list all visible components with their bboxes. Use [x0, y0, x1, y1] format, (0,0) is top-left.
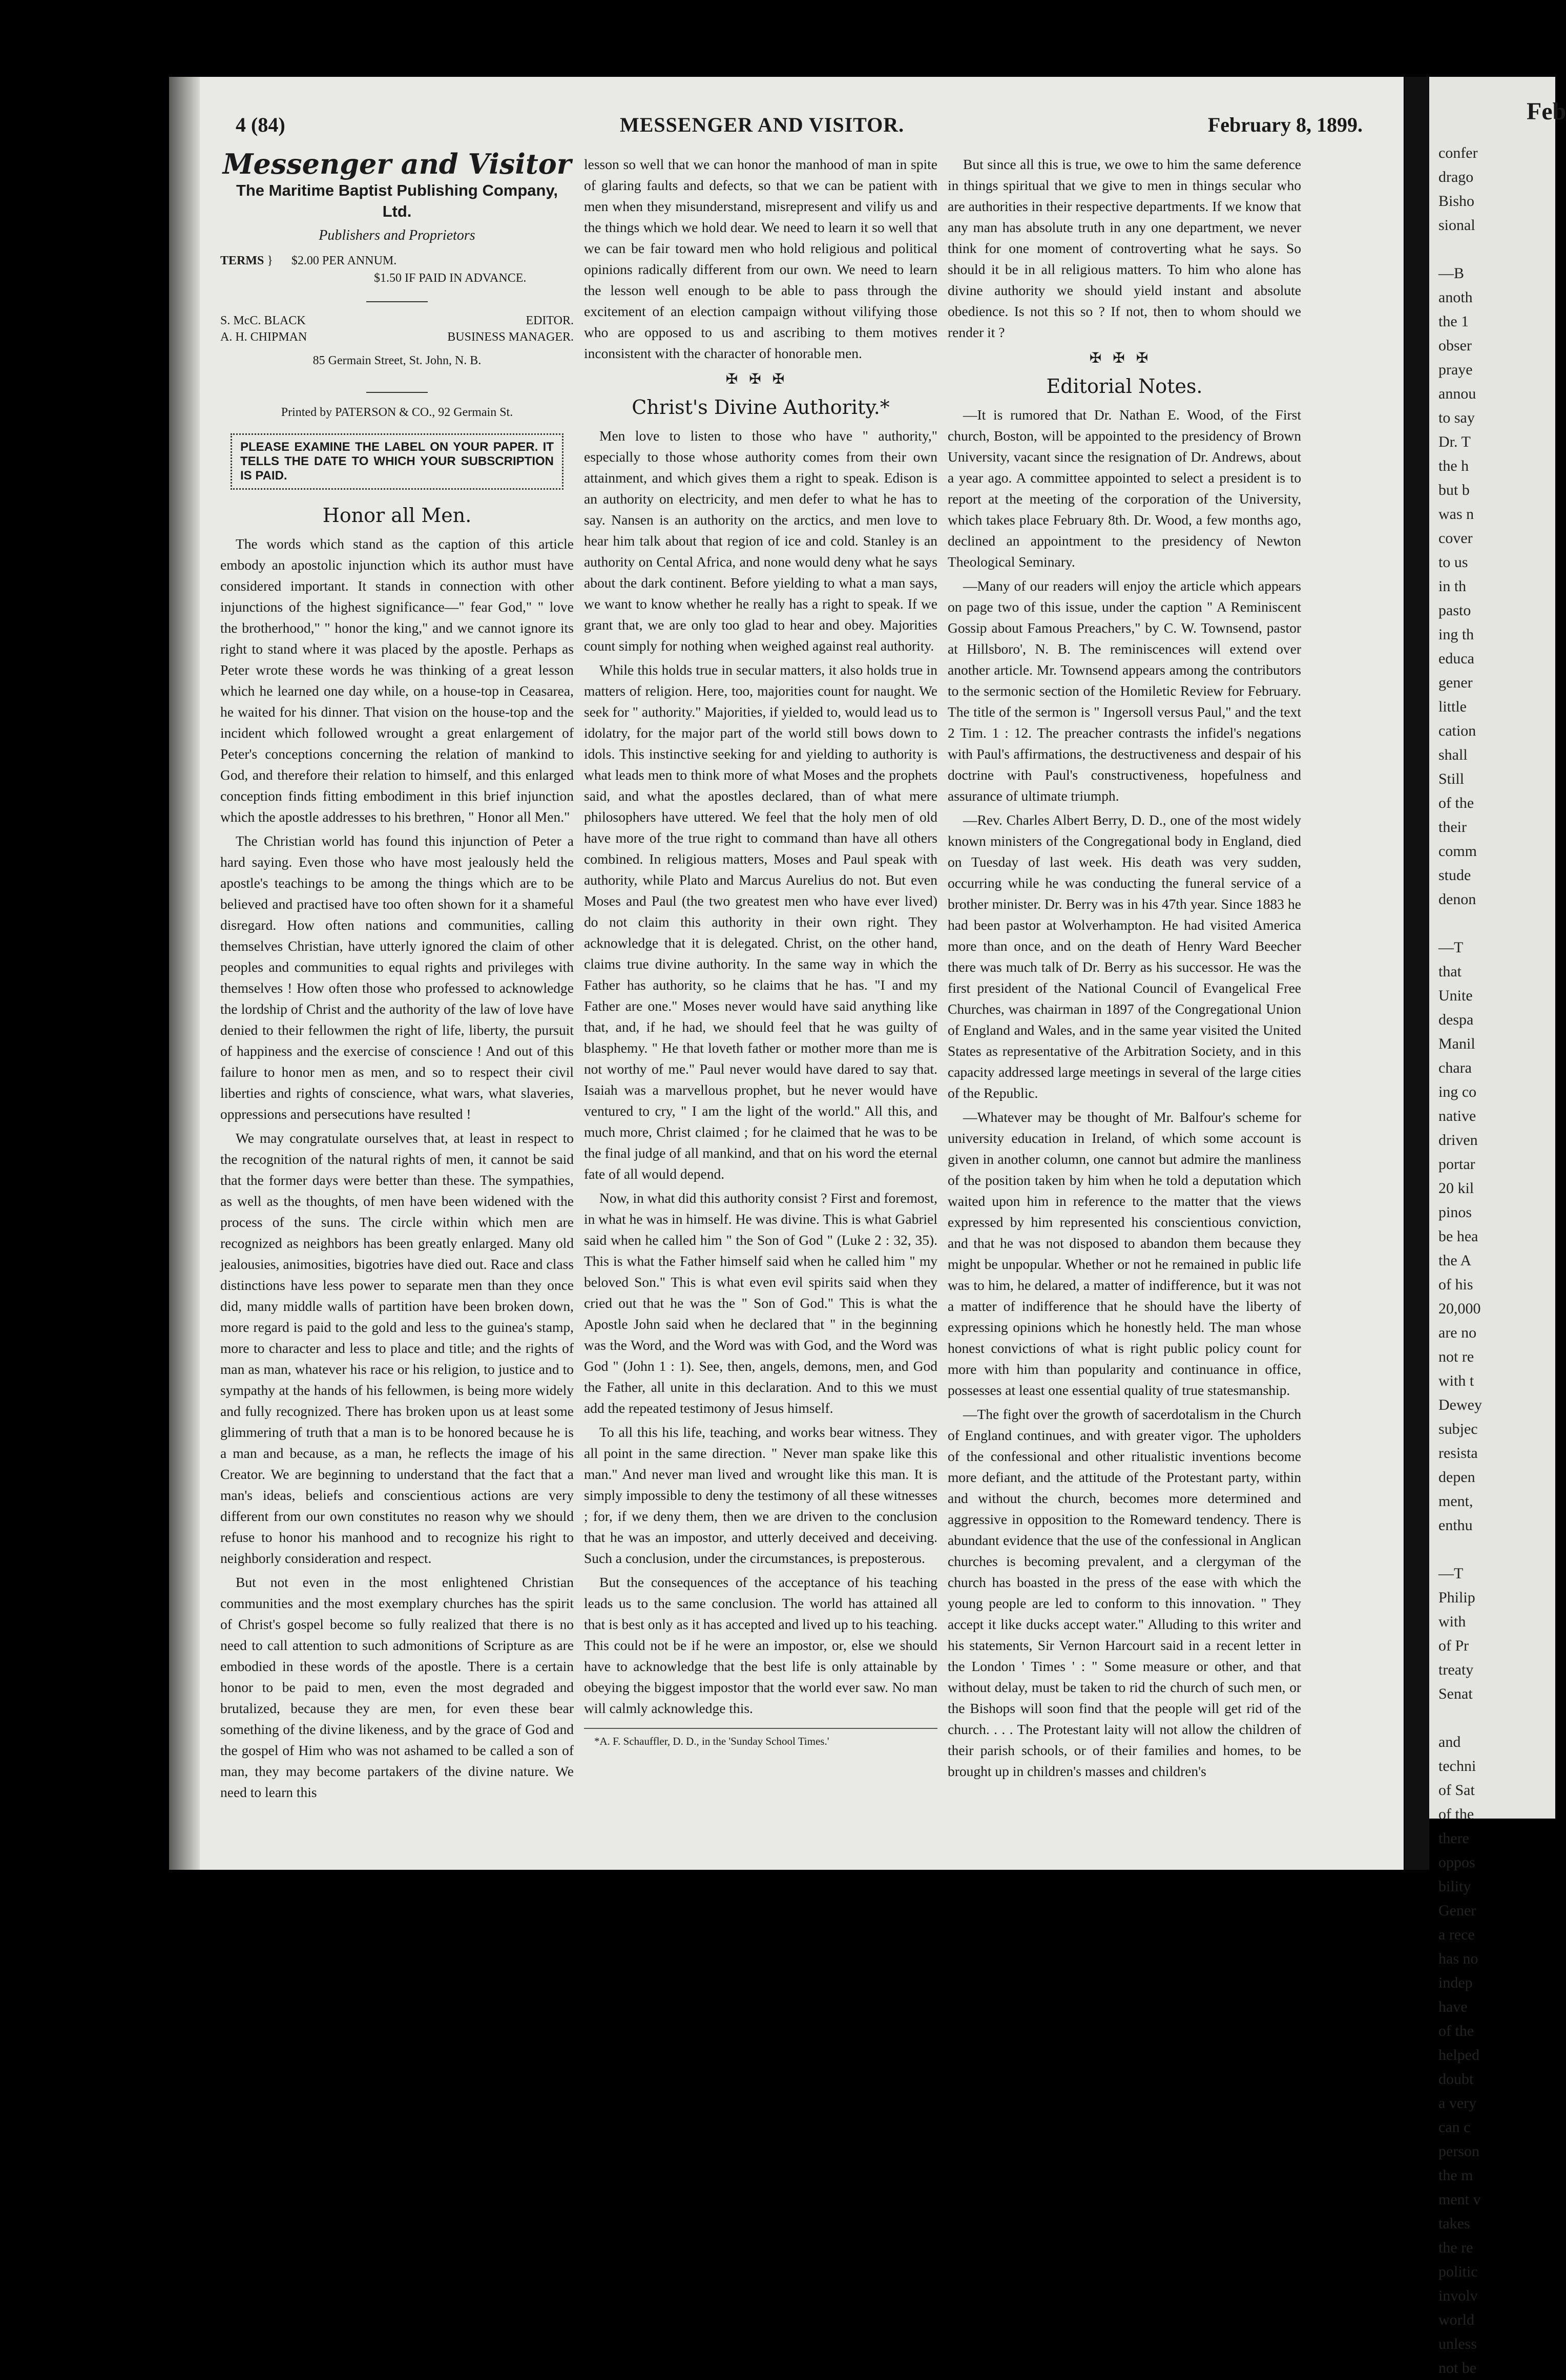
- publisher-name: The Maritime Baptist Publishing Company, Ltd.: [236, 181, 558, 220]
- next-page-line: [1438, 911, 1555, 935]
- next-page-line: not be: [1438, 2360, 1477, 2376]
- next-page-line: with: [1438, 1613, 1466, 1630]
- next-page-line: [1438, 237, 1555, 261]
- next-page-line: cation: [1438, 722, 1476, 739]
- next-page-line: pasto: [1438, 602, 1471, 619]
- next-page-edge: [1429, 77, 1566, 2376]
- column-2: [584, 154, 937, 1752]
- next-page-line: was n: [1438, 506, 1474, 523]
- next-page-line: driven: [1438, 1132, 1478, 1149]
- manager-name: A. H. CHIPMAN: [220, 330, 307, 344]
- next-page-line: but b: [1438, 482, 1470, 498]
- next-page-line: takes: [1438, 2215, 1470, 2232]
- next-page-line: portar: [1438, 1156, 1475, 1173]
- next-page-line: of Pr: [1438, 1637, 1469, 1654]
- next-page-line: to us: [1438, 554, 1468, 571]
- next-page-line: ment,: [1438, 1493, 1473, 1510]
- next-page-line: a very: [1438, 2095, 1477, 2112]
- next-page-line: annou: [1438, 385, 1476, 402]
- section-divider: ✠✠✠: [1089, 350, 1160, 366]
- next-page-line: bility: [1438, 1878, 1471, 1895]
- editorial-note: —Many of our readers will enjoy the article which appears on page two of this issue, under the caption " A Reminiscent Gossip about Famous Preachers," by C. W. Townsend, pastor at Hillsboro', N. B. The reminiscences will extend over another article. Mr. Townsend appears among the contributors to the sermonic section of the Homiletic Review for February. The title of the sermon is " Ingersoll versus Paul," and the text 2 Tim. 1 : 12. The preacher contrasts the infidel's negations with Paul's affirmations, the destructiveness and despair of his doctrine with Paul's constructiveness, hopefulness and assurance of ultimate triumph.: [948, 578, 1301, 804]
- next-page-line: there: [1438, 1830, 1469, 1847]
- subscription-notice: PLEASE EXAMINE THE LABEL ON YOUR PAPER. IT TELLS THE DATE TO WHICH YOUR SUBSCRIPTION IS PAID.: [231, 433, 563, 490]
- next-page-line: shall: [1438, 746, 1468, 763]
- next-page-line: of Sat: [1438, 1782, 1475, 1799]
- paragraph: The Christian world has found this injunction of Peter a hard saying. Even those who have most jealously held the apostle's teachings to be among the things which are to be believed and practised have too often shown for it a shameful disregard. How often nations and communities, calling themselves Christian, have utterly ignored the claim of other peoples and communities to equal rights and privileges with themselves ! How often those who professed to acknowledge the lordship of Christ and the authority of the law of love have denied to their fellowmen the right of life, liberty, the pursuit of happiness and the exercise of conscience ! And out of this failure to honor men as men, and so to respect their civil liberties and rights of conscience, what wars, what slaveries, oppressions and persecutions have resulted !: [220, 833, 574, 1122]
- paragraph: To all this his life, teaching, and works bear witness. They all point in the same direction. " Never man spake like this man." And never man lived and wrought like this man. It is simply impossible to deny the testimony of all these witnesses ; for, if we deny them, then we are driven to the conclusion that he was an impostor, and utterly deceived and deceiving. Such a conclusion, under the circumstances, is preposterous.: [584, 1424, 937, 1566]
- next-page-line: of the: [1438, 2022, 1474, 2039]
- next-page-line: the A: [1438, 1252, 1472, 1269]
- next-page-line: —T: [1438, 1565, 1464, 1582]
- next-page-line: the re: [1438, 2239, 1473, 2256]
- editorial-note: —The fight over the growth of sacerdotalism in the Church of England continues, and with greater vigor. The upholders of the confessional and other ritualistic inventions become more defiant, and the attitude of the Protestant party, within and without the church, becomes more determined and aggressive in opposition to the Romeward tendency. There is abundant evidence that the use of the confessional in Anglican churches is becoming prevalent, and a clergyman of the church has boasted in the press of the ease with which the young people are led to conform to this innovation. " They accept it like ducks accept water." Alluding to this writer and his statements, Sir Vernon Harcourt said in a recent letter in the London ' Times ' : " Some measure or other, and that without delay, must be taken to rid the church of such men, or the Bishops will soon find that the people will get rid of the church. . . . The Protestant laity will not allow the children of their parish schools, or of their families and homes, to be brought up in children's masses and children's: [948, 1406, 1301, 1779]
- next-page-line: be hea: [1438, 1228, 1478, 1245]
- editor-name: S. McC. BLACK: [220, 314, 306, 327]
- paragraph: Men love to listen to those who have " authority," especially to those whose authority comes from their own attainment, and which gives them a right to speak. Edison is an authority on electricity, and men defer to what he has to say. Nansen is an authority on the arctics, and men love to hear him talk about that region of ice and cold. Stanley is an authority on Cental Africa, and none would deny what he says about the dark continent. Before yielding to what a man says, we want to know whether he really has a right to speak. If we grant that, we are only too glad to hear and obey. Majorities count simply for nothing when weighed against real authority.: [584, 428, 937, 654]
- next-page-line: the h: [1438, 457, 1469, 474]
- next-page-line: gener: [1438, 674, 1473, 691]
- next-page-line: anoth: [1438, 289, 1473, 306]
- paragraph: But not even in the most enlightened Christian communities and the most exemplary churches has the spirit of Christ's gospel become so fully realized that there is no need to call attention to such admonitions of Scripture as are embodied in these words of the apostle. There is a certain honor to be paid to men, even the most degraded and brutalized, because they are men, for even these bear something of the divine likeness, and by the grace of God and the gospel of Him who was not ashamed to be called a son of man, they may become partakers of the divine nature. We need to learn this: [220, 1574, 574, 1800]
- next-page-line: has no: [1438, 1950, 1478, 1967]
- masthead-title: Messenger and Visitor: [222, 148, 572, 180]
- next-page-line: are no: [1438, 1324, 1477, 1341]
- next-page-line: —B: [1438, 265, 1465, 282]
- terms-annual: $2.00 PER ANNUM.: [291, 254, 397, 267]
- next-page-line: —T: [1438, 939, 1464, 956]
- next-page-line: denon: [1438, 891, 1476, 908]
- next-page-line: involv: [1438, 2287, 1478, 2304]
- paragraph: But the consequences of the acceptance of his teaching leads us to the same conclusion. The world has attained all that is best only as it has accepted and lived up to his teaching. This could not be if he were an impostor, or, else we should have to acknowledge that the best life is only attainable by obeying the biggest impostor that the world ever saw. No man will calmly acknowledge this.: [584, 1574, 937, 1716]
- next-page-line: techni: [1438, 1758, 1476, 1774]
- next-page-line: to say: [1438, 409, 1475, 426]
- next-page-line: [1438, 1706, 1555, 1730]
- next-page-line: Gener: [1438, 1902, 1476, 1919]
- office-address: 85 Germain Street, St. John, N. B.: [312, 354, 482, 367]
- terms-label: TERMS: [220, 254, 264, 267]
- next-page-line: of the: [1438, 1806, 1474, 1823]
- staff-list: [220, 312, 574, 345]
- page-number: 4 (84): [236, 113, 285, 136]
- next-page-line: native: [1438, 1108, 1476, 1124]
- next-page-line: confer: [1438, 144, 1478, 161]
- next-page-line: their: [1438, 819, 1467, 836]
- next-page-line: Dr. T: [1438, 433, 1471, 450]
- next-page-line: politic: [1438, 2263, 1478, 2280]
- column-3: [948, 154, 1301, 1785]
- editorial-note: —It is rumored that Dr. Nathan E. Wood, of the First church, Boston, will be appointed to the presidency of Brown University, vacant since the resignation of Dr. Andrews, about a year ago. A committee appointed to select a president is to report at the meeting of the corporation of the University, which takes place February 8th. Dr. Wood, a few months ago, declined an appointment to the presidency of Newton Theological Seminary.: [948, 407, 1301, 570]
- paragraph: The words which stand as the caption of this article embody an apostolic injunction which its author must have considered important. It stands in connection with other injunctions of the highest significance—" fear God," " love the brotherhood," " honor the king," and we cannot ignore its right to stand where it was placed by the apostle. Perhaps as Peter wrote these words he was thinking of a great lesson which he learned one day while, on a house-top in Ceasarea, he waited for his dinner. That vision on the house-top and the incident which followed wrought a great enlargement of Peter's conceptions concerning the relation of mankind to God, and therefore their relation to himself, and this enlarged conception finds fitting embodiment in this brief injunction which the apostle addresses to his brethren, " Honor all Men.": [220, 536, 574, 825]
- next-page-line: Still: [1438, 770, 1465, 787]
- rule-divider: [366, 301, 428, 302]
- article-title-honor: Honor all Men.: [322, 504, 472, 527]
- next-page-line: depen: [1438, 1469, 1475, 1486]
- editor-role: EDITOR.: [526, 314, 574, 327]
- next-page-line: praye: [1438, 361, 1473, 378]
- next-page-line: of his: [1438, 1276, 1473, 1293]
- article-title-notes: Editorial Notes.: [1046, 375, 1203, 398]
- next-page-line: not re: [1438, 1348, 1474, 1365]
- next-page-line: pinos: [1438, 1204, 1472, 1221]
- next-page-line: Philip: [1438, 1589, 1475, 1606]
- next-page-line: can c: [1438, 2119, 1471, 2136]
- next-page-line: despa: [1438, 1011, 1474, 1028]
- next-page-line: with t: [1438, 1372, 1474, 1389]
- next-page-line: [1438, 1537, 1555, 1561]
- issue-date: February 8, 1899.: [1207, 113, 1363, 136]
- next-page-line: subjec: [1438, 1421, 1478, 1437]
- next-page-line: Dewey: [1438, 1396, 1482, 1413]
- next-page-line: treaty: [1438, 1661, 1474, 1678]
- page-gutter: [1405, 77, 1429, 1870]
- next-page-line: in th: [1438, 578, 1467, 595]
- next-page-line: 20,000: [1438, 1300, 1481, 1317]
- next-page-line: cover: [1438, 530, 1473, 547]
- next-page-line: 20 kil: [1438, 1180, 1474, 1197]
- proprietors-line: Publishers and Proprietors: [319, 227, 475, 243]
- next-page-line: world: [1438, 2311, 1474, 2328]
- next-page-line: enthu: [1438, 1517, 1473, 1534]
- next-page-header: Feb: [1527, 98, 1566, 125]
- next-page-line: indep: [1438, 1974, 1473, 1991]
- next-page-line: ment v: [1438, 2191, 1481, 2208]
- editorial-note: —Whatever may be thought of Mr. Balfour's scheme for university education in Ireland, of which some account is given in another column, one cannot but admire the manliness of the position taken by him when he told a deputation which waited upon him in reference to the matter that the views expressed by him represented his conscientious conviction, and that he was not disposed to abandon them because they might be unpopular. Whether or not he remained in public life was to him, he delared, a matter of indifference, but it was not a matter of indifference that he should have the liberty of expressing opinions which he honestly held. The man whose honest convictions of what is right public policy count for more with him than popularity and continuance in office, possesses at least one essential quality of true statesmanship.: [948, 1109, 1301, 1398]
- next-page-line: Manil: [1438, 1035, 1475, 1052]
- next-page-line: unless: [1438, 2335, 1477, 2352]
- next-page-line: drago: [1438, 169, 1474, 185]
- next-page-line: that: [1438, 963, 1461, 980]
- next-page-line: doubt: [1438, 2071, 1474, 2087]
- next-page-line: resista: [1438, 1445, 1478, 1462]
- printer-line: Printed by PATERSON & CO., 92 Germain St.: [281, 406, 513, 419]
- next-page-line: Senat: [1438, 1685, 1473, 1702]
- next-page-line: ing co: [1438, 1083, 1477, 1100]
- next-page-line: a rece: [1438, 1926, 1475, 1943]
- footnote: *A. F. Schauffler, D. D., in the 'Sunday School Times.': [584, 1728, 937, 1752]
- next-page-line: chara: [1438, 1059, 1472, 1076]
- newspaper-title: MESSENGER AND VISITOR.: [620, 113, 905, 136]
- terms-advance: $1.50 IF PAID IN ADVANCE.: [374, 272, 527, 285]
- next-page-line: have: [1438, 1998, 1468, 2015]
- next-page-line: the m: [1438, 2167, 1473, 2184]
- next-page-line: and: [1438, 1734, 1461, 1750]
- manager-role: BUSINESS MANAGER.: [447, 330, 574, 344]
- next-page-line: the 1: [1438, 313, 1469, 330]
- paragraph: While this holds true in secular matters, it also holds true in matters of religion. Here, too, majorities count for naught. We seek for " authority." Majorities, if yielded to, would lead us to idolatry, for the major part of the world still bows down to idols. This instinctive seeking for and yielding to authority is what leads men to think more of what Moses and the prophets said, and what the apostles declared, than of what mere philosophers have uttered. We feel that the holy men of old have more of the true right to command than have all others combined. In religious matters, Moses and Paul speak with authority, while Plato and Marcus Aurelius do not. But even Moses and Paul (the two greatest men who have ever lived) do not claim this authority in their own right. They acknowledge that it is delegated. Christ, on the other hand, claims true divine authority. In the same way in which the Father has authority, so he claims that he has. "I and my Father are one." Moses never would have said anything like that, and, if he had, we should feel that he was guilty of blasphemy. " He that loveth father or mother more than me is not worthy of me." Paul never would have dared to say that. Isaiah was a marvellous prophet, but he never would have ventured to cry, " I am the light of the world." All this, and much more, Christ claimed ; for he claimed that he was to be the final judge of all mankind, and that on his word the eternal fate of all would depend.: [584, 662, 937, 1182]
- next-page-line: ing th: [1438, 626, 1474, 643]
- editorial-note: —Rev. Charles Albert Berry, D. D., one of the most widely known ministers of the Congregational body in England, died on Tuesday of last week. His death was very sudden, occurring while he was conducting the funeral service of a brother minister. Dr. Berry was in his 47th year. Since 1883 he had been pastor at Wolverhampton. He had visited America more than once, and on the death of Henry Ward Beecher there was much talk of Dr. Berry as his successor. He was the first president of the National Council of Evangelical Free Churches, was chairman in 1897 of the Congregational Union of England and Wales, and in the same year visited the United States as representative of the Arbitration Society, and in this capacity addressed large meetings in several of the large cities of the Republic.: [948, 812, 1301, 1101]
- next-page-line: Unite: [1438, 987, 1473, 1004]
- rule-divider: [366, 392, 428, 393]
- article-title-christ: Christ's Divine Authority.*: [632, 396, 890, 419]
- page-header: [236, 113, 1363, 143]
- paragraph: We may congratulate ourselves that, at least in respect to the recognition of the natural rights of men, it cannot be said that the former days were better than these. The sympathies, as well as the thoughts, of men have been widened with the process of the suns. The circle within which men are recognized as neighbors has been greatly enlarged. Many old jealousies, animosities, bigotries have died out. Race and class distinctions have less power to separate men than they once did, many middle walls of partition have been broken down, more regard is paid to the gold and less to the guinea's stamp, more to character and less to place and title; and the rights of man as man, whatever his race or his religion, to justice and to sympathy at the hands of his fellowmen, is being more widely and fully recognized. There has broken upon us at least some glimmering of truth that a man is to be honored because he is a man and because, as a man, he reflects the image of his Creator. We are beginning to understand that the fact that a man's ideas, beliefs and conscientious actions are very different from our own constitutes no reason why we should refuse to honor his manhood and to recognize his right to neighborly consideration and respect.: [220, 1130, 574, 1566]
- next-page-line: obser: [1438, 337, 1472, 354]
- next-page-line: little: [1438, 698, 1467, 715]
- next-page-line: sional: [1438, 217, 1475, 234]
- next-page-line: helped: [1438, 2047, 1479, 2063]
- column-1: [220, 148, 574, 1806]
- section-divider: ✠✠✠: [725, 371, 796, 387]
- subscription-terms: TERMS } $2.00 PER ANNUM. $1.50 IF PAID IN ADVANCE.: [220, 254, 527, 285]
- next-page-line: educa: [1438, 650, 1474, 667]
- next-page-text: [1429, 141, 1555, 2380]
- paragraph: Now, in what did this authority consist ? First and foremost, in what he was in himself. He was divine. This is what Gabriel said when he called him " the Son of God " (Luke 2 : 32, 35). This is what the Father himself said when he called him " my beloved Son." This is what even evil spirits said when they cried out that he was the " Son of God." This is what the Apostle John said when he declared that " in the beginning was the Word, and the Word was with God, and the Word was God " (John 1 : 1). See, then, angels, demons, men, and God the Father, all unite in this declaration. And to this we must add the repeated testimony of Jesus himself.: [584, 1190, 937, 1416]
- next-page-line: comm: [1438, 843, 1477, 860]
- next-page-line: of the: [1438, 795, 1474, 811]
- newspaper-page: [169, 77, 1404, 1870]
- next-page-line: person: [1438, 2143, 1479, 2160]
- paragraph: lesson so well that we can honor the manhood of man in spite of glaring faults and defects, so that we can be patient with men when they misunderstand, misrepresent and vilify us and the things which we hold dear. We need to learn it so well that we can be fair toward men who hold religious and political opinions radically different from our own. We need to learn the lesson well enough to be able to pass through the excitement of an election campaign without vilifying those who are opposed to us and ascribing to them motives inconsistent with the character of honorable men.: [584, 156, 937, 361]
- next-page-line: Bisho: [1438, 193, 1475, 210]
- next-page-line: stude: [1438, 867, 1471, 884]
- next-page-line: oppos: [1438, 1854, 1475, 1871]
- paragraph: But since all this is true, we owe to him the same deference in things spiritual that we give to men in things secular who are authorities in their respective departments. If we know that any man has absolute truth in any one department, we never think for one moment of controverting what he says. So should it be in all religious matters. To him who alone has divine authority we should yield instant and absolute obedience. Is not this so ? If not, then to whom should we render it ?: [948, 156, 1301, 340]
